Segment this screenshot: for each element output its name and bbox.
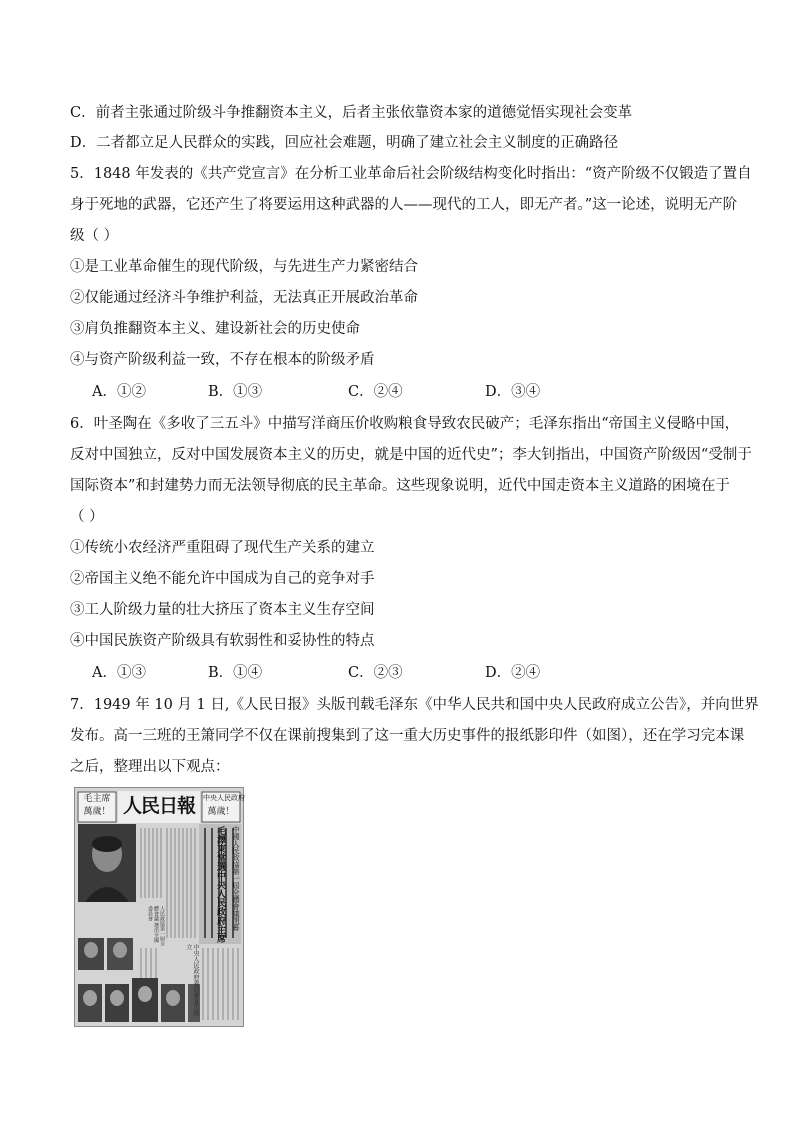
option-a[interactable]: A．①② xyxy=(92,384,146,400)
newspaper-center-column: 中央人民政府委員會宣告成立 xyxy=(185,944,199,1016)
statement: ②帝国主义绝不能允许中国成为自己的竞争对手 xyxy=(70,571,375,587)
option-b[interactable]: B．①④ xyxy=(208,665,263,681)
statement: ①传统小农经济严重阻碍了现代生产关系的建立 xyxy=(70,540,375,556)
line: C．前者主张通过阶级斗争推翻资本主义，后者主张依靠资本家的道德觉悟实现社会变革 xyxy=(70,105,633,121)
newspaper-left-box-top: 毛主席 xyxy=(83,794,111,804)
option-a[interactable]: A．①③ xyxy=(92,665,146,681)
line: D．二者都立足人民群众的实践，回应社会难题，明确了建立社会主义制度的正确路径 xyxy=(70,135,619,151)
question-7-text: 7．1949 年 10 月 1 日,《人民日报》头版刊载毛泽东《中华人民共和国中央人民政府成立公告》，并向世界 xyxy=(70,697,759,713)
option-d[interactable]: D．②④ xyxy=(485,665,541,681)
question-6-text: 国际资本”和封建势力而无法领导彻底的民主革命。这些现象说明，近代中国走资本主义道路的困境在于 xyxy=(70,478,730,494)
statement: ③肩负推翻资本主义、建设新社会的历史使命 xyxy=(70,321,360,337)
question-5-text: 身于死地的武器，它还产生了将要运用这种武器的人——现代的工人，即无产者。”这一论述，说明无产阶 xyxy=(70,197,738,213)
option-d[interactable]: D．③④ xyxy=(485,384,541,400)
newspaper-left-box-bottom: 萬歲！ xyxy=(83,807,111,817)
statement: ②仅能通过经济斗争维护利益，无法真正开展政治革命 xyxy=(70,290,418,306)
statement: ③工人阶级力量的壮大挤压了资本主义生存空间 xyxy=(70,602,375,618)
option-c[interactable]: C．②④ xyxy=(348,384,403,400)
newspaper-right-box-top: 中央人民政府 xyxy=(203,794,245,802)
newspaper-right-box-bottom: 萬歲！ xyxy=(207,807,235,817)
statement: ④中国民族资产阶级具有软弱性和妥协性的特点 xyxy=(70,633,375,649)
option-c[interactable]: C．②③ xyxy=(348,665,403,681)
question-6-text: 反对中国独立，反对中国发展资本主义的历史，就是中国的近代史”；李大钊指出，中国资产阶级因“受制于 xyxy=(70,447,752,463)
newspaper-left-column: 人民政協第一屆全體會議 選出全國委員會 xyxy=(147,906,165,946)
newspaper-headline-1: 中國人民政協第一屆全體會議閉幕 xyxy=(232,826,240,931)
question-6-text: 6．叶圣陶在《多收了三五斗》中描写洋商压价收购粮食导致农民破产；毛泽东指出“帝国主义侵略中国， xyxy=(70,416,740,432)
question-6-text: （ ） xyxy=(70,509,104,525)
newspaper-headline-2: 毛澤東當選中央人民政府主席 xyxy=(215,826,225,943)
statement: ④与资产阶级利益一致，不存在根本的阶级矛盾 xyxy=(70,352,375,368)
question-5-text: 级（ ） xyxy=(70,228,119,244)
option-b[interactable]: B．①③ xyxy=(208,384,263,400)
question-7-text: 之后，整理出以下观点： xyxy=(70,759,230,775)
question-7-text: 发布。高一三班的王箫同学不仅在课前搜集到了这一重大历史事件的报纸影印件（如图），还在学习完本课 xyxy=(70,728,745,744)
question-5-text: 5．1848 年发表的《共产党宣言》在分析工业革命后社会阶级结构变化时指出：“资产阶级不仅锻造了置自 xyxy=(70,166,752,182)
statement: ①是工业革命催生的现代阶级，与先进生产力紧密结合 xyxy=(70,259,418,275)
newspaper-masthead: 人民日報 xyxy=(122,795,195,817)
newspaper-image xyxy=(74,787,244,1027)
